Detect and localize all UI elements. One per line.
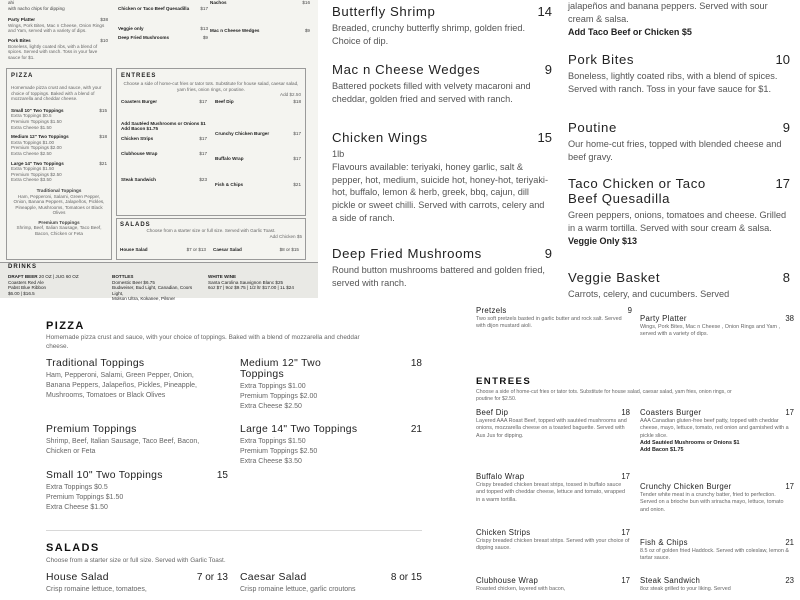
pizza-section-desc: Homemade pizza crust and sauce, with your choice of toppings. Baked with a blend of mozzarella and cheddar cheese. <box>46 334 360 350</box>
item-description: Two soft pretzels basted in garlic butter and rock salt. Served with dijon mustard aioli. <box>476 316 622 330</box>
menu-item <box>332 246 552 290</box>
menu-item <box>240 424 422 466</box>
menu-item <box>640 576 794 593</box>
item-description: Green peppers, onions, tomatoes and cheese. Grilled in a warm tortilla. Served with sour cream & salsa. <box>568 210 787 233</box>
item-description: Breaded, crunchy butterfly shrimp, golden fried. Choice of dip. <box>332 23 526 46</box>
item-description: Carrots, celery, and cucumbers. Served <box>568 289 730 299</box>
item-name: Chicken Wings <box>332 130 428 145</box>
pizza-salads-closeup <box>0 302 465 600</box>
item-description: Extra Toppings $1.50 Premium Toppings $2.50 Extra Cheese $3.50 <box>240 438 318 465</box>
item-price: 10 <box>775 52 790 67</box>
thumb-drinks-strip: DRINKS DRAFT BEER 20 OZ | JUG 60 OZ Coasters Red Ale Pabst Blue Ribbon $6.00 | $16.5 BOTTLES Domestic Beer $6.75 Budweiser, Bud Light, Canadian, Coors Light, Molson Ultra, Kokanee, Pilsner WHITE WINE Santa Carolina Sauvignon Blanc $25 6oz $7 | 9oz $9.75 | 1/2 ltr $17.00 | 1L $24 <box>0 262 318 298</box>
thumb-item: Party Platter $38 <box>8 17 108 23</box>
item-name: Pork Bites <box>568 52 635 67</box>
item-description: Crispy breaded chicken breast strips, tossed in buffalo sauce and topped with cheddar cheese, lettuce and tomato, wrapped in a warm tortilla. <box>476 482 625 503</box>
menu-item <box>568 52 790 96</box>
thumb-pizza-box: PIZZA Homemade pizza crust and sauce, with your choice of toppings. Baked with a blend of mozzarella and cheddar cheese. Small 10" Two Toppings $15 Extra Toppings $0.5 Premium Toppings $1.50 Extra Cheese $1.50 Medium 12" Two Toppings $18 Extra Toppings $1.00 Premium Toppings $2.00 Extra Cheese $2.50 Large 14" Two Toppings $21 Extra Toppings $1.50 Premium Toppings $2.50 Extra Cheese $3.50 Traditional Toppings Ham, Pepperoni, Salami, Green Pepper, Onion, Banana Peppers, Jalapeños, Pickles, Pineapple, Mushrooms, Tomatoes or Black Olives Premium Toppings Shrimp, Beef, Italian Sausage, Taco Beef, Bacon, Chicken or Feta <box>6 68 112 260</box>
thumb-item: Nachos $16 <box>210 0 310 5</box>
thumb-entrees-title: ENTREES <box>121 73 157 79</box>
entrees-section-desc: Choose a side of home-cut fries or tator tots. Substitute for house salad, caesar salad, yam fries, onion rings, or poutine for $2.50. <box>476 389 732 402</box>
item-name: Poutine <box>568 120 617 135</box>
item-name: Large 14" Two Toppings <box>240 424 358 435</box>
item-price: 9 <box>782 120 790 135</box>
item-price: 17 <box>621 472 630 481</box>
menu-item <box>46 358 216 400</box>
menu-item <box>46 424 216 457</box>
item-name: Coasters Burger <box>640 408 702 417</box>
item-extra: Add Sautéed Mushrooms or Onions $1 <box>640 440 740 447</box>
item-name: Clubhouse Wrap <box>476 576 539 585</box>
menu-item <box>332 4 552 48</box>
menu-item <box>640 408 794 454</box>
item-price: 9 <box>544 246 552 261</box>
item-name: Pretzels <box>476 306 507 315</box>
thumb-desc: Homemade pizza crust and sauce, with your choice of toppings. Baked with a blend of mozzarella and cheddar cheese. <box>11 85 102 102</box>
item-description: 8.5 oz of golden fried Haddock. Served with coleslaw, lemon & tartar sauce. <box>640 548 789 562</box>
item-price: 9 <box>627 306 632 315</box>
menu-item <box>568 120 790 164</box>
item-price: 15 <box>537 130 552 145</box>
thumb-item: Chicken or Taco Beef Quesadilla $17 <box>118 6 208 11</box>
item-description: Crisp romaine lettuce, tomatoes, <box>46 586 147 593</box>
item-description: 1lb Flavours available: teriyaki, honey garlic, salt & pepper, hot, medium, suicide hot, honey-hot, teriyaki-hot, buffalo, lemon & herb, greek, bbq, cajun, dill pickle or sweet chilli. Served with carrots, celery and a side of ranch. <box>332 149 549 223</box>
item-description: Extra Toppings $0.5 Premium Toppings $1.50 Extra Cheese $1.50 <box>46 484 124 511</box>
item-name: Taco Chicken or Taco Beef Quesadilla <box>568 176 706 206</box>
item-name: Traditional Toppings <box>46 358 145 369</box>
thumb-item: Pork Bites $10 <box>8 37 108 43</box>
menu-item <box>640 314 794 339</box>
item-name: Caesar Salad <box>240 572 307 583</box>
item-price: 38 <box>785 314 794 323</box>
item-price: 23 <box>785 576 794 585</box>
menu-item <box>476 576 630 593</box>
menu-item-fragment <box>568 0 790 38</box>
item-description: Crispy breaded chicken breast strips. Served with your choice of dipping sauce. <box>476 538 630 552</box>
pizza-section-title: PIZZA <box>46 320 85 332</box>
thumb-item: Mac n Cheese Wedges $9 <box>210 27 310 33</box>
item-price: 8 or 15 <box>390 572 422 583</box>
item-extra: Add Bacon $1.75 <box>640 447 684 454</box>
item-name: Medium 12" Two Toppings <box>240 358 322 380</box>
entrees-closeup <box>470 302 800 600</box>
item-name: Chicken Strips <box>476 528 531 537</box>
menu-overview-thumbnail <box>0 0 318 301</box>
menu-item <box>640 538 794 563</box>
item-name: Steak Sandwich <box>640 576 701 585</box>
item-price: 9 <box>544 62 552 77</box>
thumb-item: Medium 12" Two Toppings $18 <box>11 134 107 140</box>
item-price: 14 <box>537 4 552 19</box>
item-name: Butterfly Shrimp <box>332 4 436 19</box>
item-name: Mac n Cheese Wedges <box>332 62 481 77</box>
item-name: Premium Toppings <box>46 424 137 435</box>
thumb-item: Veggie only $13 <box>118 25 208 31</box>
item-name: Crunchy Chicken Burger <box>640 482 732 491</box>
thumb-salads-box: SALADS Choose from a starter size or full size. Served with Garlic Toast. Add Chicken $5 House Salad $7 or $13 Caesar Salad $8 or $15 <box>116 218 306 260</box>
item-name: Beef Dip <box>476 408 509 417</box>
menu-item <box>332 130 552 225</box>
item-description: Roasted chicken, layered with bacon, <box>476 586 566 592</box>
menu-item <box>46 470 228 512</box>
menu-item <box>640 482 794 514</box>
item-description: AAA Canadian gluten-free beef patty, topped with cheddar cheese, mayo, lettuce, tomato, red onion and garnished with a pickle slice. <box>640 418 789 439</box>
thumb-item: Small 10" Two Toppings $15 <box>11 107 107 113</box>
menu-item <box>332 62 552 106</box>
item-name: Buffalo Wrap <box>476 472 525 481</box>
item-description: Our home-cut fries, topped with blended cheese and beef gravy. <box>568 139 782 162</box>
item-price: 7 or 13 <box>196 572 228 583</box>
item-price: 17 <box>775 176 790 191</box>
item-description: Crisp romaine lettuce, garlic croutons <box>240 586 356 593</box>
thumb-fragment: with nacho chips for dipping <box>8 5 65 11</box>
item-name: Veggie Basket <box>568 270 661 285</box>
item-price: 17 <box>785 408 794 417</box>
thumb-desc: Boneless, lightly coated ribs, with a blend of spices. Served with ranch. Toss in your fave sauce for $1. <box>8 43 98 60</box>
item-name: Deep Fried Mushrooms <box>332 246 482 261</box>
thumb-entrees-right: Beef Dip $18 Crunchy Chicken Burger $17 Buffalo Wrap $17 Fish & Chips $21 <box>215 99 301 187</box>
thumb-pizza-title: PIZZA <box>11 73 34 79</box>
item-description: Round button mushrooms battered and golden fried, served with ranch. <box>332 265 545 288</box>
section-divider <box>46 530 422 531</box>
item-price: 18 <box>621 408 630 417</box>
menu-item <box>240 358 422 411</box>
item-description: Extra Toppings $1.00 Premium Toppings $2.00 Extra Cheese $2.50 <box>240 383 318 410</box>
menu-item <box>476 306 632 331</box>
item-price: 21 <box>410 424 422 435</box>
thumb-item: Large 14" Two Toppings $21 <box>11 160 107 166</box>
item-price: 18 <box>410 358 422 369</box>
thumb-drinks-title: DRINKS <box>8 264 38 270</box>
item-extra: Add Taco Beef or Chicken $5 <box>568 26 692 37</box>
thumb-entrees-left: Coasters Burger $17 Add Sautéed Mushrooms or Onions $1 Add Bacon $1.75 Chicken Strips $17 Clubhouse Wrap $17 Steak Sandwich $23 <box>121 99 207 182</box>
item-name: Small 10" Two Toppings <box>46 470 163 481</box>
menu-item <box>240 572 422 595</box>
item-description: Battered pockets filled with velvety macaroni and cheddar, golden fried and served with ranch. <box>332 81 531 104</box>
thumb-entrees-box: ENTREES Choose a side of home-cut fries or tator tots. Substitute for house salad, caesar salad, yam fries, onion rings, or poutine. Add $2.50 Coasters Burger $17 Add Sautéed Mushrooms or Onions $1 Add Bacon $1.75 Chicken Strips $17 Clubhouse Wrap $17 Steak Sandwich $23 Beef Dip $18 Crunchy Chicken Burger $17 Buffalo Wrap $17 Fish & Chips $21 <box>116 68 306 216</box>
thumb-fragment: ahi <box>8 0 15 5</box>
item-description: Wings, Pork Bites, Mac n Cheese , Onion Rings and Yam , served with a variety of dips. <box>640 324 781 338</box>
thumb-middle-column <box>118 0 208 41</box>
item-description: Boneless, lightly coated ribs, with a blend of spices. Served with ranch. Toss in your fave sauce for $1. <box>568 71 778 94</box>
thumb-right-column <box>210 0 310 33</box>
item-price: 15 <box>216 470 228 481</box>
thumb-left-column <box>8 0 108 60</box>
item-description: Layered AAA Roast Beef, topped with sautéed mushrooms and onions, mozzarella cheese on a toasted baguette. Served with Aus Jus for dipping. <box>476 418 627 439</box>
item-description: jalapeños and banana peppers. Served with sour cream & salsa. <box>568 1 768 24</box>
salads-section-desc: Choose from a starter size or full size. Served with Garlic Toast. <box>46 557 226 564</box>
item-price: 17 <box>621 576 630 585</box>
menu-item <box>476 408 630 440</box>
item-description: Shrimp, Beef, Italian Sausage, Taco Beef, Bacon, Chicken or Feta <box>46 438 200 455</box>
menu-item <box>476 472 630 504</box>
item-price: 8 <box>782 270 790 285</box>
menu-item <box>568 270 790 301</box>
item-price: 21 <box>785 538 794 547</box>
thumb-desc: Wings, Pork Bites, Mac n Cheese, Onion Rings and Yam, served with a variety of dips. <box>8 22 105 34</box>
thumb-salads-title: SALADS <box>120 222 151 228</box>
item-extra: Veggie Only $13 <box>568 235 638 246</box>
item-description: Ham, Pepperoni, Salami, Green Pepper, Onion, Banana Peppers, Jalapeños, Pickles, Pineapple, Mushrooms, Tomatoes or Black Olives <box>46 372 197 399</box>
appetizers-closeup <box>322 0 800 298</box>
item-name: Fish & Chips <box>640 538 688 547</box>
item-name: House Salad <box>46 572 109 583</box>
salads-section-title: SALADS <box>46 542 100 554</box>
thumb-item: Deep Fried Mushrooms $9 <box>118 35 208 41</box>
entrees-section-title: ENTREES <box>476 376 532 387</box>
item-price: 17 <box>621 528 630 537</box>
item-description: Tender white meat in a crunchy batter, fried to perfection. Served on a brioche bun with sriracha mayo, lettuce, tomato and onion. <box>640 492 784 513</box>
menu-item <box>476 528 630 553</box>
menu-item <box>568 176 790 247</box>
item-description: 8oz steak grilled to your liking. Served <box>640 586 731 592</box>
item-name: Party Platter <box>640 314 687 323</box>
menu-item <box>46 572 228 595</box>
item-price: 17 <box>785 482 794 491</box>
